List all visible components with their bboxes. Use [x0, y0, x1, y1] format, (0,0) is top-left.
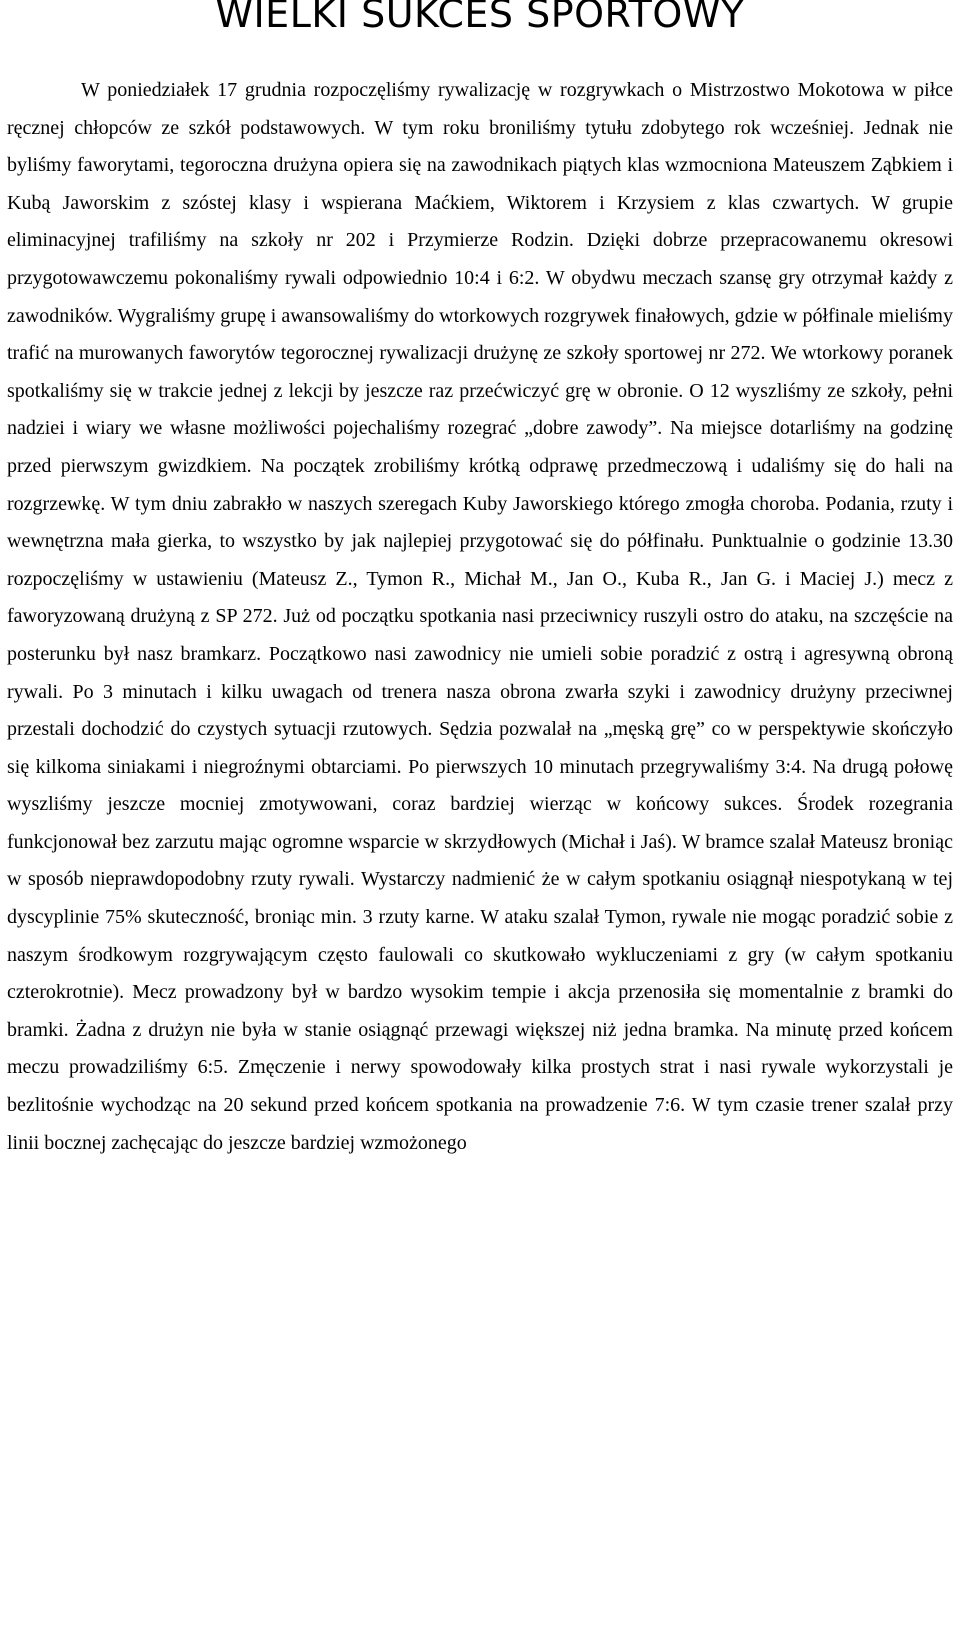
document-title: WIELKI SUKCES SPORTOWY [215, 0, 745, 36]
article-paragraph: W poniedziałek 17 grudnia rozpoczęliśmy rywalizację w rozgrywkach o Mistrzostwo Mokotowa w piłce ręcznej chłopców ze szkół podstawowych. W tym roku broniliśmy tytułu zdobytego rok wcześniej. Jednak nie byliśmy faworytami, tegoroczna drużyna opiera się na zawodnikach piątych klas wzmocniona Mateuszem Ząbkiem i Kubą Jaworskim z szóstej klasy i wspierana Maćkiem, Wiktorem i Krzysiem z klas czwartych. W grupie eliminacyjnej trafiliśmy na szkoły nr 202 i Przymierze Rodzin. Dzięki dobrze przepracowanemu okresowi przygotowawczemu pokonaliśmy rywali odpowiednio 10:4 i 6:2. W obydwu meczach szansę gry otrzymał każdy z zawodników. Wygraliśmy grupę i awansowaliśmy do wtorkowych rozgrywek finałowych, gdzie w półfinale mieliśmy trafić na murowanych faworytów tegorocznej rywalizacji drużynę ze szkoły sportowej nr 272. We wtorkowy poranek spotkaliśmy się w trakcie jednej z lekcji by jeszcze raz przećwiczyć grę w obronie. O 12 wyszliśmy ze szkoły, pełni nadziei i wiary we własne możliwości pojechaliśmy rozegrać „dobre zawody”. Na miejsce dotarliśmy na godzinę przed pierwszym gwizdkiem. Na początek zrobiliśmy krótką odprawę przedmeczową i udaliśmy się do hali na rozgrzewkę. W tym dniu zabrakło w naszych szeregach Kuby Jaworskiego którego zmogła choroba. Podania, rzuty i wewnętrzna mała gierka, to wszystko by jak najlepiej przygotować się do półfinału. Punktualnie o godzinie 13.30 rozpoczęliśmy w ustawieniu (Mateusz Z., Tymon R., Michał M., Jan O., Kuba R., Jan G. i Maciej J.) mecz z faworyzowaną drużyną z SP 272. Już od początku spotkania nasi przeciwnicy ruszyli ostro do ataku, na szczęście na posterunku był nasz bramkarz. Początkowo nasi zawodnicy nie umieli sobie poradzić z ostrą i agresywną obroną rywali. Po 3 minutach i kilku uwagach od trenera nasza obrona zwarła szyki i zawodnicy drużyny przeciwnej przestali dochodzić do czystych sytuacji rzutowych. Sędzia pozwalał na „męską grę” co w perspektywie skończyło się kilkoma siniakami i niegroźnymi obtarciami. Po pierwszych 10 minutach przegrywaliśmy 3:4. Na drugą połowę wyszliśmy jeszcze mocniej zmotywowani, coraz bardziej wierząc w końcowy sukces. Środek rozegrania funkcjonował bez zarzutu mając ogromne wsparcie w skrzydłowych (Michał i Jaś). W bramce szalał Mateusz broniąc w sposób nieprawdopodobny rzuty rywali. Wystarczy nadmienić że w całym spotkaniu osiągnął niespotykaną w tej dyscyplinie 75% skuteczność, broniąc min. 3 rzuty karne. W ataku szalał Tymon, rywale nie mogąc poradzić sobie z naszym środkowym rozgrywającym często faulowali co skutkowało wykluczeniami z gry (w całym spotkaniu czterokrotnie). Mecz prowadzony był w bardzo wysokim tempie i akcja przenosiła się momentalnie z bramki do bramki. Żadna z drużyn nie była w stanie osiągnąć przewagi większej niż jedna bramka. Na minutę przed końcem meczu prowadziliśmy 6:5. Zmęczenie i nerwy spowodowały kilka prostych strat i nasi rywale wykorzystali je bezlitośnie wychodząc na 20 sekund przed końcem spotkania na prowadzenie 7:6. W tym czasie trener szalał przy linii bocznej zachęcając do jeszcze bardziej wzmożonego [7, 79, 953, 1154]
